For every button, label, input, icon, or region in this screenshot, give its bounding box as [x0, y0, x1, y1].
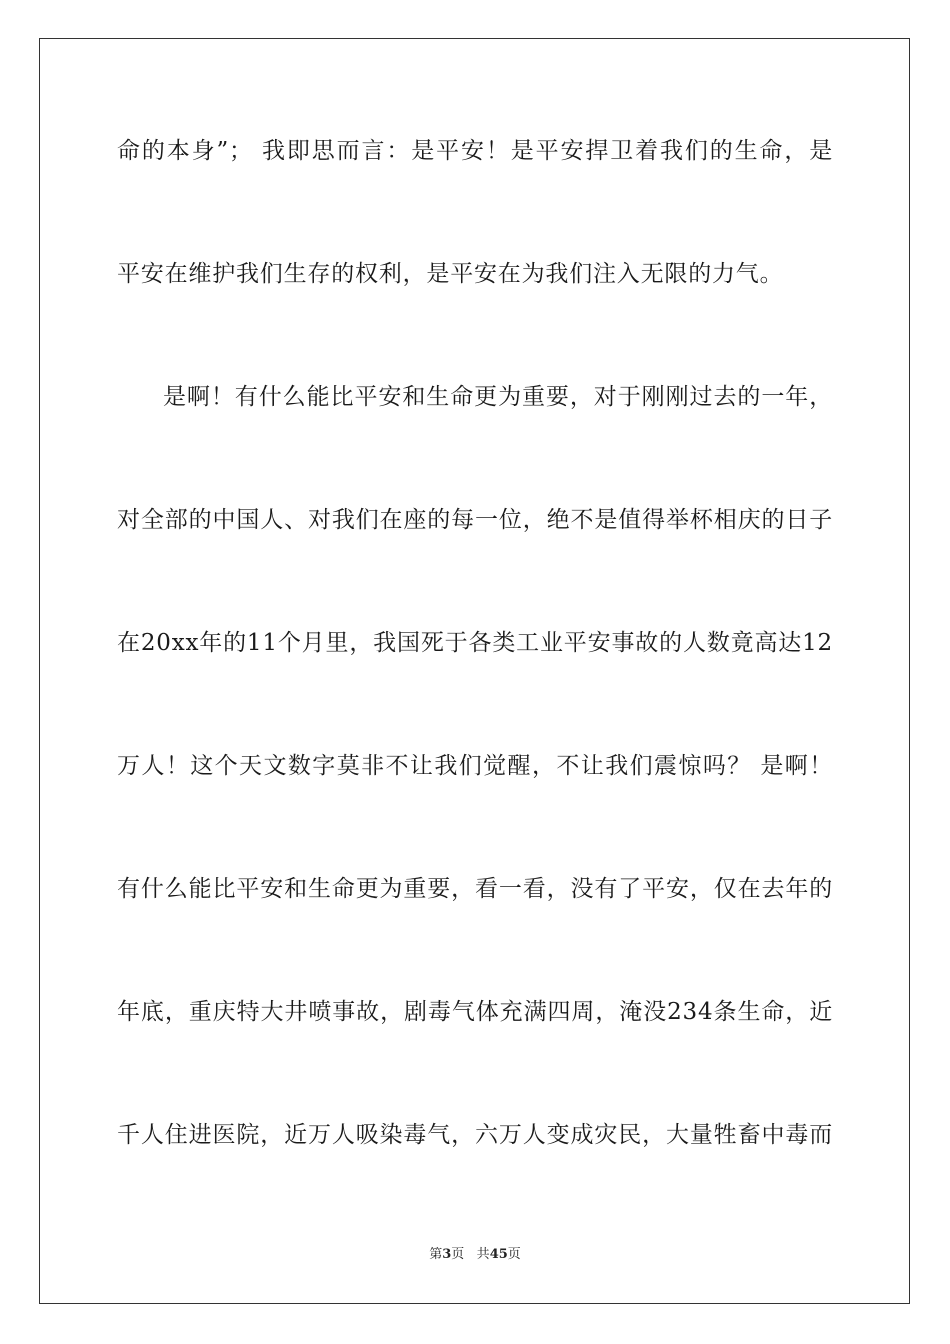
total-pages: 45: [489, 1247, 508, 1262]
text-line-7: 有什么能比平安和生命更为重要，看一看，没有了平安，仅在去年的: [117, 876, 833, 902]
page-number: 3: [442, 1247, 452, 1262]
total-label-prefix: 共: [476, 1247, 490, 1262]
text-line-9: 千人住进医院，近万人吸染毒气，六万人变成灾民，大量牲畜中毒而: [117, 1122, 833, 1148]
text-line-8: 年底，重庆特大井喷事故，剧毒气体充满四周，淹没234条生命，近: [117, 999, 833, 1025]
text-line-4: 对全部的中国人、对我们在座的每一位，绝不是值得举杯相庆的日子: [117, 507, 833, 533]
page-footer: [0, 1246, 950, 1264]
page-label-suffix: 页: [451, 1247, 465, 1262]
text-line-5: 在20xx年的11个月里，我国死于各类工业平安事故的人数竟高达12: [117, 630, 833, 656]
page-border: [39, 38, 910, 1304]
page-label-prefix: 第: [429, 1247, 443, 1262]
text-line-3-paragraph-start: 是啊！有什么能比平安和生命更为重要，对于刚刚过去的一年，: [163, 384, 833, 410]
text-line-2: 平安在维护我们生存的权利，是平安在为我们注入无限的力气。: [117, 261, 784, 287]
text-line-1: 命的本身”； 我即思而言：是平安！是平安捍卫着我们的生命，是: [117, 138, 833, 164]
text-line-6: 万人！这个天文数字莫非不让我们觉醒，不让我们震惊吗？ 是啊！: [117, 753, 833, 779]
total-label-suffix: 页: [507, 1247, 521, 1262]
